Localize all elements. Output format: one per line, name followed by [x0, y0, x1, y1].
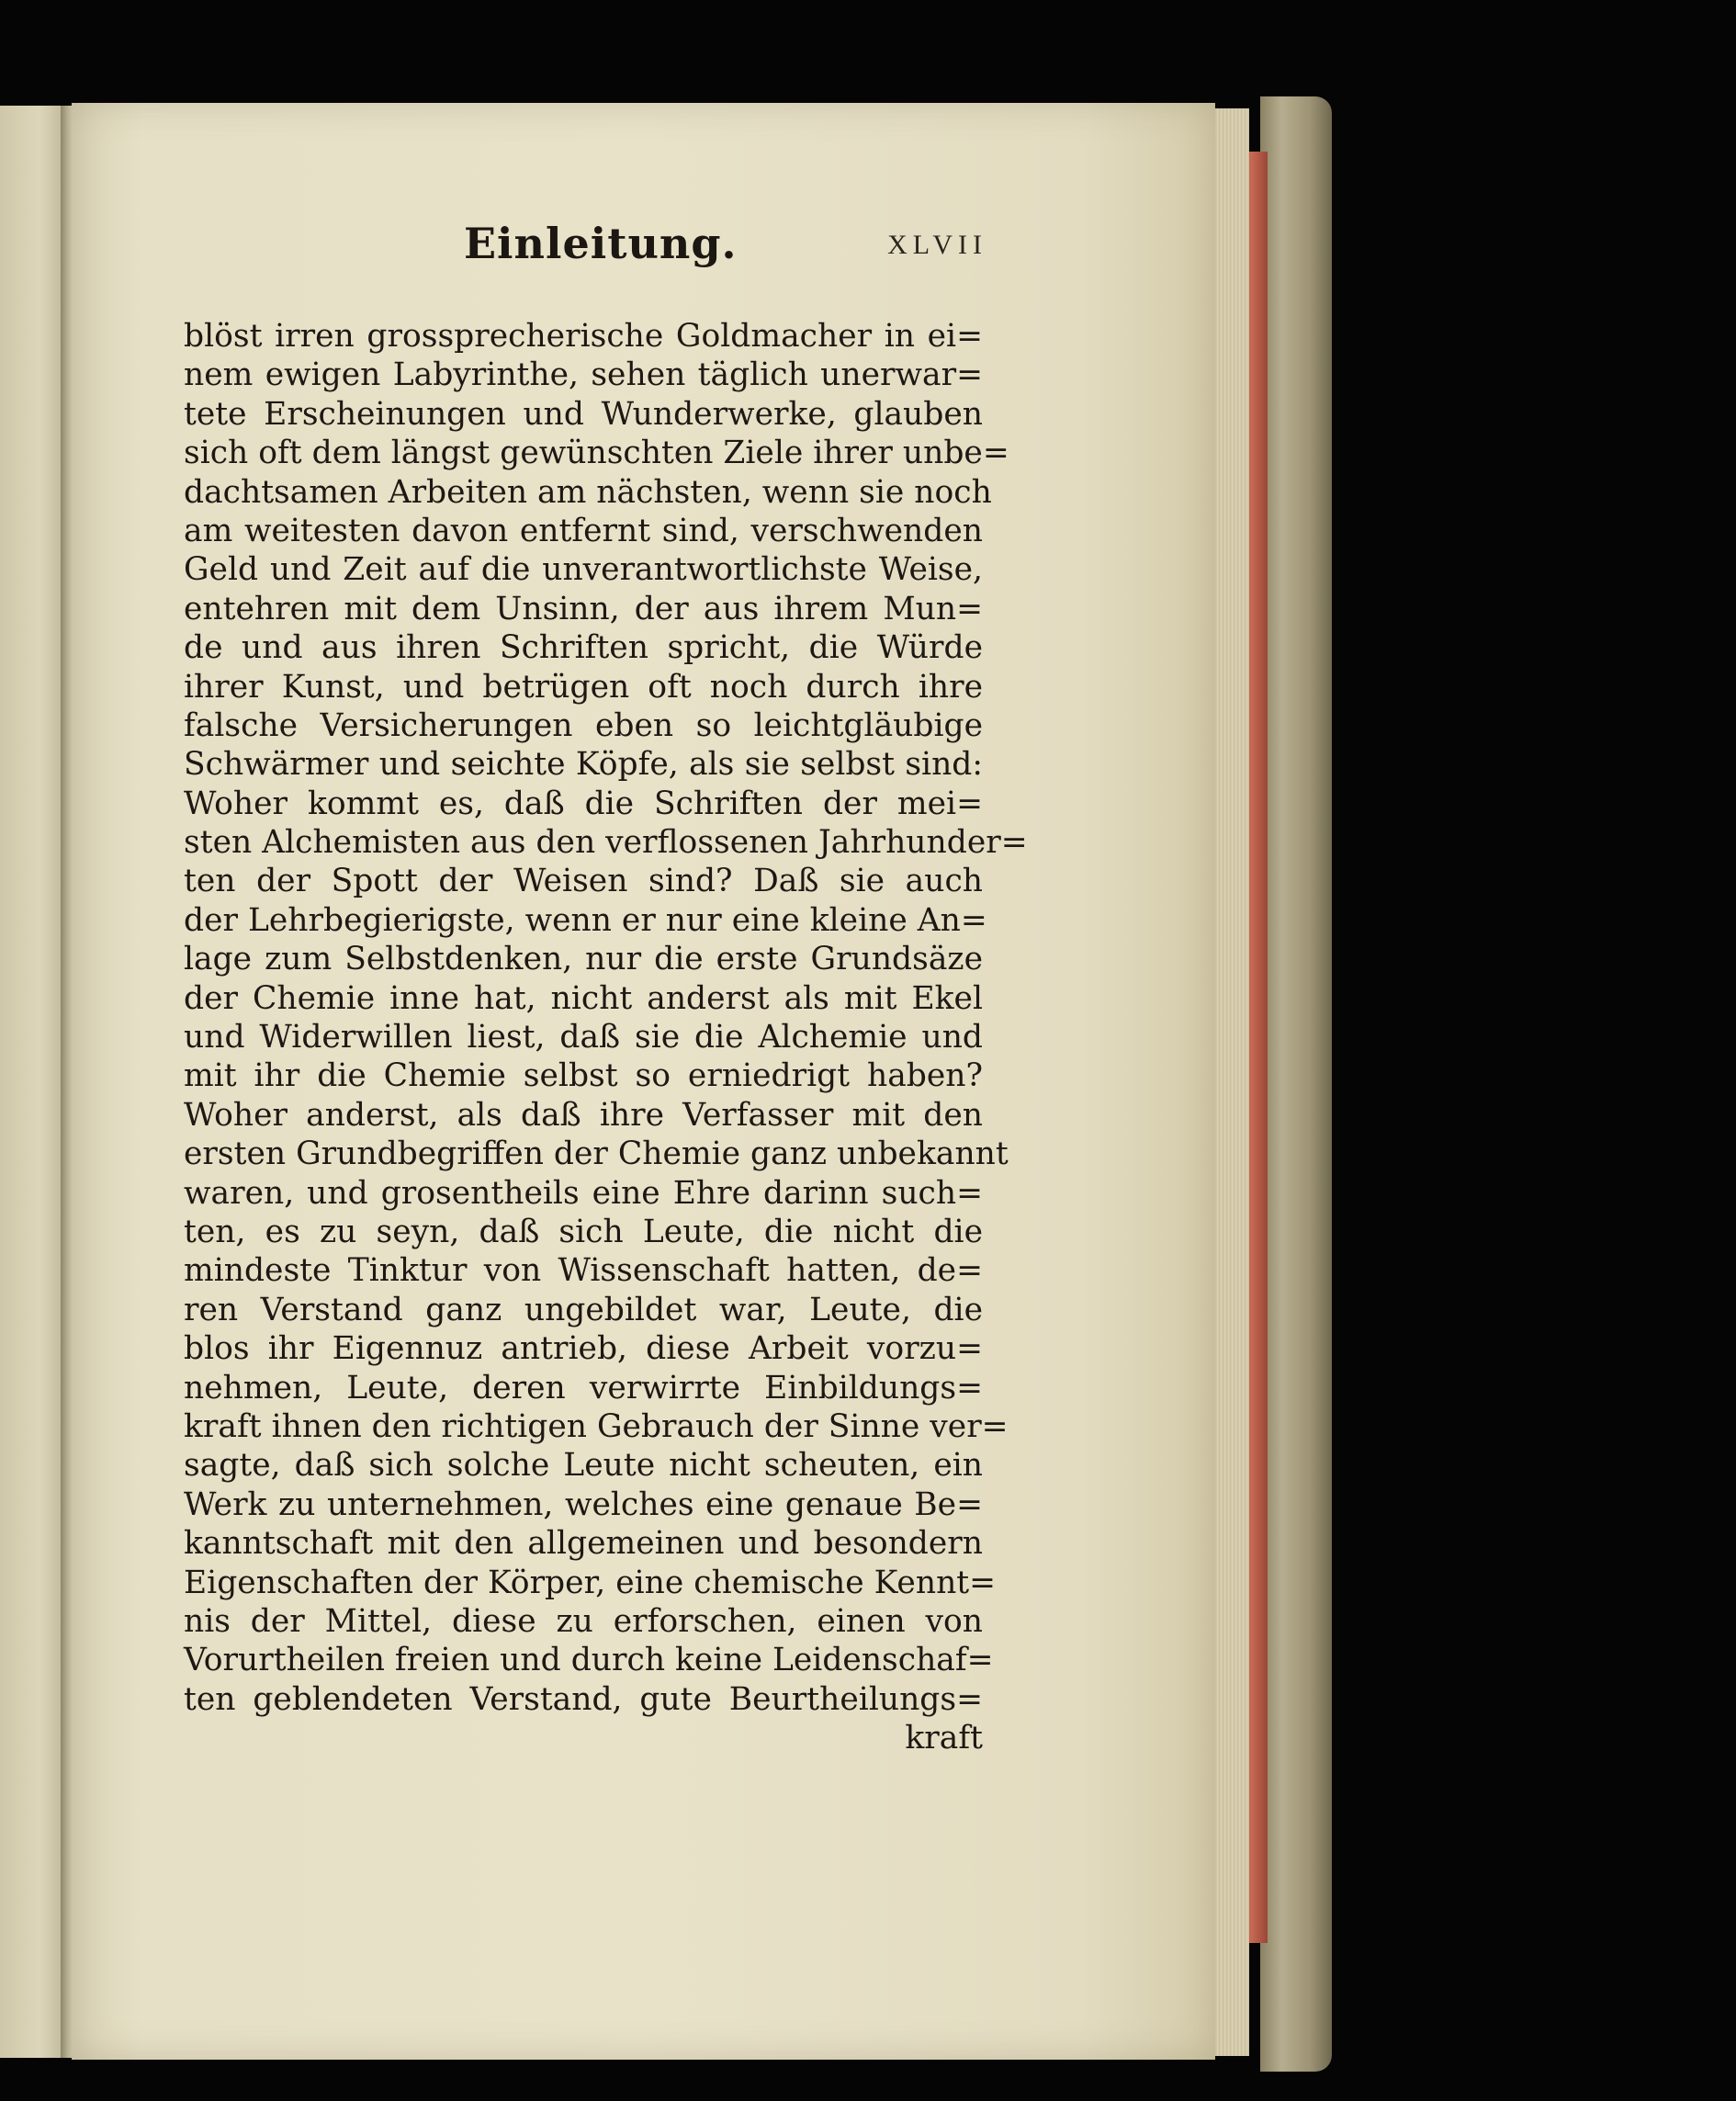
page-edges-stack [1211, 108, 1249, 2056]
text-line: sich oft dem längst gewünschten Ziele ihrer unbe= [184, 435, 1009, 472]
text-line: entehren mit dem Unsinn, der aus ihrem Mun= [184, 590, 983, 627]
text-line: nis der Mittel, diese zu erforschen, einen von [184, 1602, 983, 1640]
text-line: Geld und Zeit auf die unverantwortlichste Weise, [184, 551, 983, 589]
text-line: und Widerwillen liest, daß sie die Alchemie und [184, 1019, 983, 1056]
text-line: ren Verstand ganz ungebildet war, Leute, die [184, 1291, 983, 1328]
text-line: dachtsamen Arbeiten am nächsten, wenn sie noch [184, 473, 992, 511]
text-line: ten der Spott der Weisen sind? Daß sie auch [184, 863, 983, 900]
text-line: mindeste Tinktur von Wissenschaft hatten, de= [184, 1252, 983, 1290]
text-line: ten, es zu seyn, daß sich Leute, die nicht die [184, 1213, 983, 1250]
text-line: Vorurtheilen freien und durch keine Leidenschaf= [184, 1642, 994, 1679]
text-line: ersten Grundbegriffen der Chemie ganz unbekannt [184, 1135, 1009, 1173]
text-line: Schwärmer und seichte Köpfe, als sie selbst sind: [184, 746, 983, 784]
text-line: kanntschaft mit den allgemeinen und besondern [184, 1525, 983, 1563]
text-line: nem ewigen Labyrinthe, sehen täglich unerwar= [184, 356, 983, 394]
page-header [464, 219, 987, 283]
text-line: sagte, daß sich solche Leute nicht scheuten, ein [184, 1447, 983, 1485]
body-text [184, 317, 1028, 1757]
text-line: waren, und grosentheils eine Ehre darinn such= [184, 1174, 983, 1212]
text-line: sten Alchemisten aus den verflossenen Jahrhunder= [184, 824, 1028, 862]
text-line: der Chemie inne hat, nicht anderst als mit Ekel [184, 979, 983, 1017]
text-line: blos ihr Eigennuz antrieb, diese Arbeit vorzu= [184, 1330, 983, 1368]
book-cover [1260, 96, 1332, 2072]
previous-page-edge [0, 106, 68, 2058]
text-line: falsche Versicherungen eben so leichtgläubige [184, 706, 983, 744]
text-line: Woher anderst, als daß ihre Verfasser mit den [184, 1096, 983, 1134]
text-line: tete Erscheinungen und Wunderwerke, glauben [184, 395, 983, 433]
text-line: ten geblendeten Verstand, gute Beurtheilungs= [184, 1680, 983, 1718]
text-line: der Lehrbegierigste, wenn er nur eine kleine An= [184, 901, 987, 939]
text-line: blöst irren grossprecherische Goldmacher in ei= [184, 318, 983, 355]
text-line: lage zum Selbstdenken, nur die erste Grundsäze [184, 941, 983, 978]
text-line: Woher kommt es, daß die Schriften der mei= [184, 785, 983, 822]
text-line: de und aus ihren Schriften spricht, die Würde [184, 629, 983, 667]
running-head: Einleitung. [464, 219, 738, 268]
text-line: mit ihr die Chemie selbst so erniedrigt haben? [184, 1057, 983, 1095]
text-line: ihrer Kunst, und betrügen oft noch durch ihre [184, 668, 983, 706]
catchword: kraft [905, 1720, 983, 1757]
text-line: am weitesten davon entfernt sind, verschwenden [184, 512, 983, 549]
page-number: XLVII [887, 230, 987, 260]
text-line: kraft ihnen den richtigen Gebrauch der Sinne ver= [184, 1407, 1009, 1445]
text-line: nehmen, Leute, deren verwirrte Einbildungs= [184, 1369, 983, 1406]
text-line: Werk zu unternehmen, welches eine genaue Be= [184, 1485, 983, 1523]
text-line: Eigenschaften der Körper, eine chemische Kennt= [184, 1564, 997, 1601]
